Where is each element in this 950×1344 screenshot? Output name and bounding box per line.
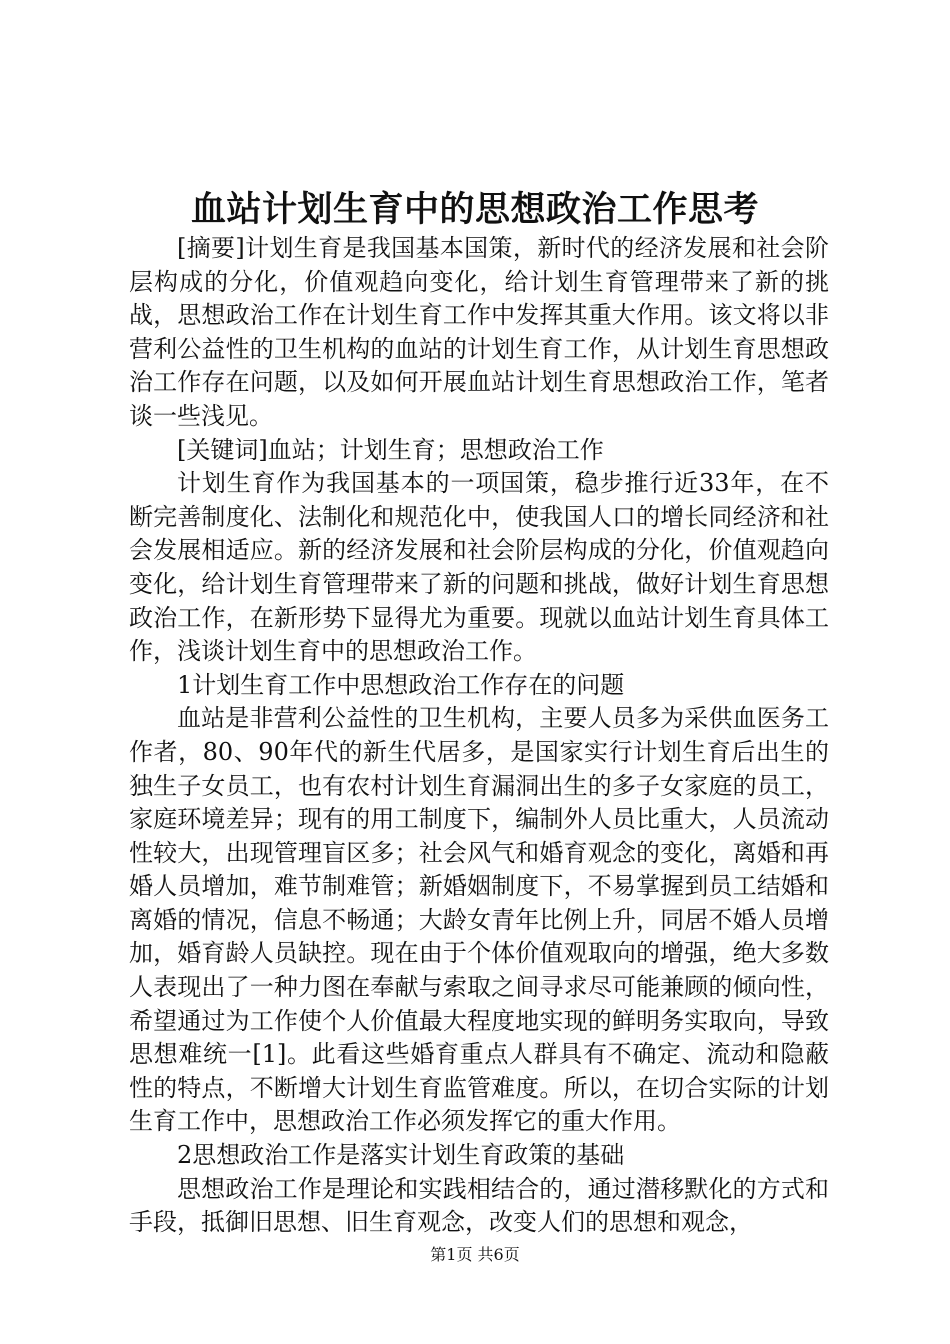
section-heading-2: 2思想政治工作是落实计划生育政策的基础 bbox=[177, 1141, 625, 1170]
section-1-paragraph: 血站是非营利公益性的卫生机构，主要人员多为采供血医务工作者，80、90年代的新生代居多，是国家实行计划生育后出生的独生子女员工，也有农村计划生育漏洞出生的多子女家庭的员工，家庭环境差异；现有的用工制度下，编制外人员比重大，人员流动性较大，出现管理盲区多；社会风气和婚育观念的变化，离婚和再婚人员增加，难节制难管；新婚姻制度下，不易掌握到员工结婚和离婚的情况，信息不畅通；大龄女青年比例上升，同居不婚人员增加，婚育龄人员缺控。现在由于个体价值观取向的增强，绝大多数人表现出了一种力图在奉献与索取之间寻求尽可能兼顾的倾向性，希望通过为工作使个人价值最大程度地实现的鲜明务实取向，导致思想难统一[1]。此看这些婚育重点人群具有不确定、流动和隐蔽性的特点，不断增大计划生育监管难度。所以，在切合实际的计划生育工作中，思想政治工作必须发挥它的重大作用。 bbox=[129, 704, 829, 1136]
section-2-paragraph: 思想政治工作是理论和实践相结合的，通过潜移默化的方式和手段，抵御旧思想、旧生育观念，改变人们的思想和观念， bbox=[129, 1174, 829, 1237]
section-heading-1: 1计划生育工作中思想政治工作存在的问题 bbox=[177, 670, 625, 699]
intro-paragraph: 计划生育作为我国基本的一项国策，稳步推行近33年，在不断完善制度化、法制化和规范化中，使我国人口的增长同经济和社会发展相适应。新的经济发展和社会阶层构成的分化，价值观趋向变化，给计划生育管理带来了新的问题和挑战，做好计划生育思想政治工作，在新形势下显得尤为重要。现就以血站计划生育具体工作，浅谈计划生育中的思想政治工作。 bbox=[129, 469, 829, 666]
keywords-paragraph: [关键词]血站；计划生育；思想政治工作 bbox=[177, 435, 604, 464]
abstract-paragraph: [摘要]计划生育是我国基本国策，新时代的经济发展和社会阶层构成的分化，价值观趋向变化，给计划生育管理带来了新的挑战，思想政治工作在计划生育工作中发挥其重大作用。该文将以非营利公益性的卫生机构的血站的计划生育工作，从计划生育思想政治工作存在问题，以及如何开展血站计划生育思想政治工作，笔者谈一些浅见。 bbox=[129, 234, 829, 430]
document-title: 血站计划生育中的思想政治工作思考 bbox=[190, 189, 759, 230]
document-body bbox=[129, 232, 829, 1240]
page-footer: 第1页 共6页 bbox=[430, 1245, 520, 1264]
